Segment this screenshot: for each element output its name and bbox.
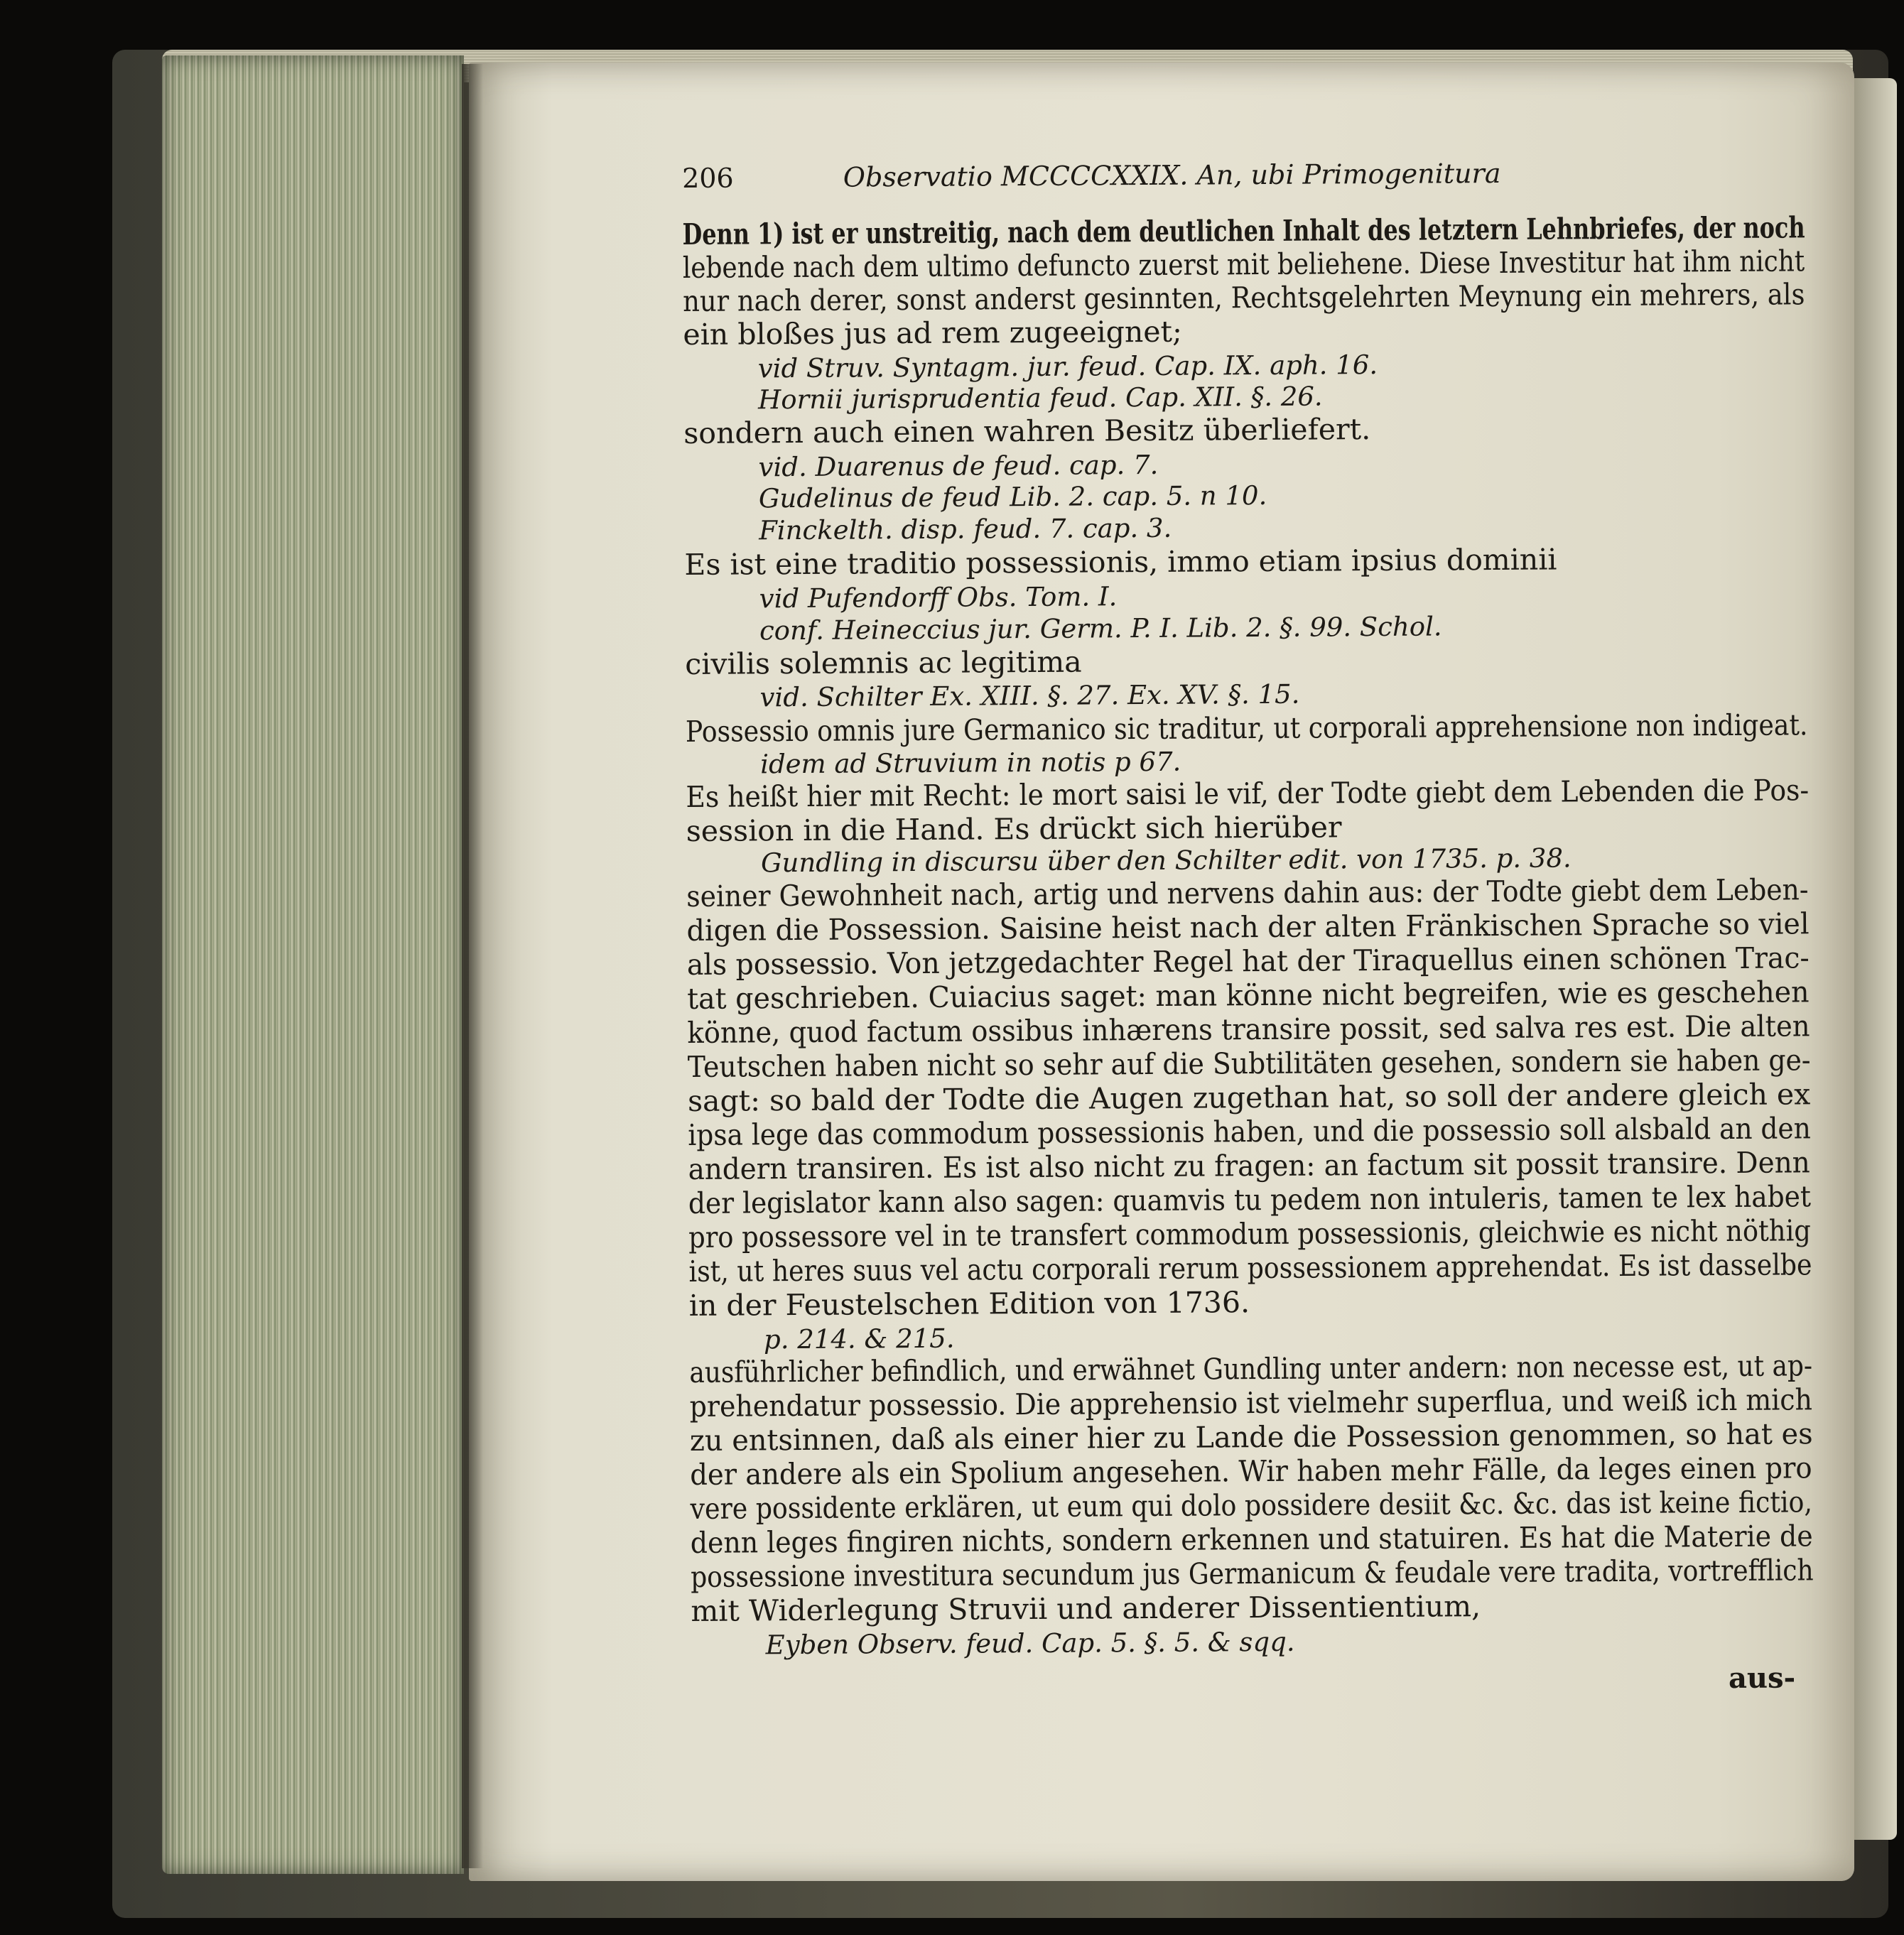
text-line: nur nach derer, sonst anderst gesinnten, Rechtsgelehrten Meynung ein mehrers, als (683, 277, 1805, 318)
text-line: Denn 1) ist er unstreitig, nach dem deutlichen Inhalt des letztern Lehnbriefes, der noch (682, 210, 1805, 251)
text-line: Teutschen haben nicht so sehr auf die Subtilitäten gesehen, sondern sie haben ge- (687, 1043, 1811, 1084)
reference-line: vid Struv. Syntagm. jur. feud. Cap. IX. aph. 16. (757, 349, 1378, 384)
reference-line: p. 214. & 215. (763, 1323, 955, 1355)
text-line: könne, quod factum ossibus inhærens transire possit, sed salva res est. Die alten (687, 1009, 1810, 1050)
reference-line: Eyben Observ. feud. Cap. 5. §. 5. & sqq. (765, 1626, 1295, 1661)
running-header (681, 157, 1501, 194)
book-page-edges (162, 55, 464, 1874)
reference-line: Gudelinus de feud Lib. 2. cap. 5. n 10. (758, 479, 1267, 514)
text-line: session in die Hand. Es drückt sich hierüber (686, 810, 1342, 848)
spine-shadow (462, 64, 483, 1868)
text-line: mit Widerlegung Struvii und anderer Dissentientium, (691, 1589, 1481, 1628)
reference-line: conf. Heineccius jur. Germ. P. I. Lib. 2. §. 99. Schol. (759, 611, 1442, 646)
text-line: zu entsinnen, daß als einer hier zu Lande die Possession genommen, so hat es (689, 1416, 1813, 1458)
running-title: Observatio MCCCCXXIX. An, ubi Primogenitura (843, 157, 1501, 193)
text-line: prehendatur possessio. Die apprehensio ist vielmehr superflua, und weiß ich mich (689, 1382, 1813, 1424)
text-line: ist, ut heres suus vel actu corporali rerum possessionem apprehendat. Es ist dasselbe (688, 1247, 1812, 1289)
reference-line: Finckelth. disp. feud. 7. cap. 3. (759, 512, 1172, 546)
text-line: sagt: so bald der Todte die Augen zugethan hat, so soll der andere gleich ex (687, 1077, 1811, 1118)
text-line: andern transiren. Es ist also nicht zu fragen: an factum sit possit transire. Denn (688, 1145, 1810, 1186)
text-line: der legislator kann also sagen: quamvis tu pedem non intuleris, tamen te lex habet (688, 1179, 1812, 1220)
reference-line: vid. Schilter Ex. XIII. §. 27. Ex. XV. §. 15. (759, 678, 1300, 713)
catchword: aus- (1728, 1661, 1796, 1696)
reference-line: idem ad Struvium in notis p 67. (760, 746, 1181, 780)
text-line: Possessio omnis jure Germanico sic traditur, ut corporali apprehensione non indigeat. (685, 708, 1808, 749)
text-line: tat geschrieben. Cuiacius saget: man könne nicht begreifen, wie es geschehen (687, 975, 1810, 1016)
text-line: vere possidente erklären, ut eum qui dolo possidere desiit &c. &c. das ist keine fictio, (690, 1485, 1813, 1526)
text-line: ipsa lege das commodum possessionis haben, und die possessio soll alsbald an den (688, 1111, 1811, 1152)
text-line: Es ist eine traditio possessionis, immo etiam ipsius dominii (684, 542, 1557, 582)
text-line: sondern auch einen wahren Besitz überliefert. (683, 412, 1371, 450)
text-line: denn leges fingiren nichts, sondern erkennen und statuiren. Es hat die Materie de (690, 1519, 1813, 1560)
text-line: als possessio. Von jetzgedachter Regel hat der Tiraquellus einen schönen Trac- (686, 941, 1810, 982)
text-line: in der Feustelschen Edition von 1736. (688, 1285, 1250, 1323)
reference-line: vid Pufendorff Obs. Tom. I. (759, 581, 1118, 614)
text-line: seiner Gewohnheit nach, artig und nervens dahin aus: der Todte giebt dem Leben- (686, 872, 1809, 914)
text-line: pro possessore vel in te transfert commodum possessionis, gleichwie es nicht nöthig (688, 1213, 1811, 1254)
text-line: Es heißt hier mit Recht: le mort saisi le vif, der Todte giebt dem Lebenden die Pos- (686, 773, 1810, 814)
reference-line: Gundling in discursu über den Schilter edit. von 1735. p. 38. (760, 842, 1572, 879)
reference-line: Hornii jurisprudentia feud. Cap. XII. §. 26. (757, 381, 1323, 416)
text-line: possessione investitura secundum jus Germanicum & feudale vere tradita, vortrefflich (690, 1553, 1814, 1594)
facing-page-edge (1854, 78, 1897, 1840)
text-line: civilis solemnis ac legitima (685, 644, 1082, 681)
text-line: der andere als ein Spolium angesehen. Wir haben mehr Fälle, da leges einen pro (690, 1451, 1812, 1492)
reference-line: vid. Duarenus de feud. cap. 7. (758, 449, 1159, 483)
page-number: 206 (681, 162, 734, 194)
text-line: ausführlicher befindlich, und erwähnet Gundling unter andern: non necesse est, ut ap- (689, 1348, 1813, 1389)
text-line: ein bloßes jus ad rem zugeeignet; (683, 314, 1182, 352)
text-line: lebende nach dem ultimo defuncto zuerst mit beliehene. Diese Investitur hat ihm nicht (682, 244, 1805, 285)
text-line: digen die Possession. Saisine heist nach der alten Fränkischen Sprache so viel (686, 906, 1810, 948)
